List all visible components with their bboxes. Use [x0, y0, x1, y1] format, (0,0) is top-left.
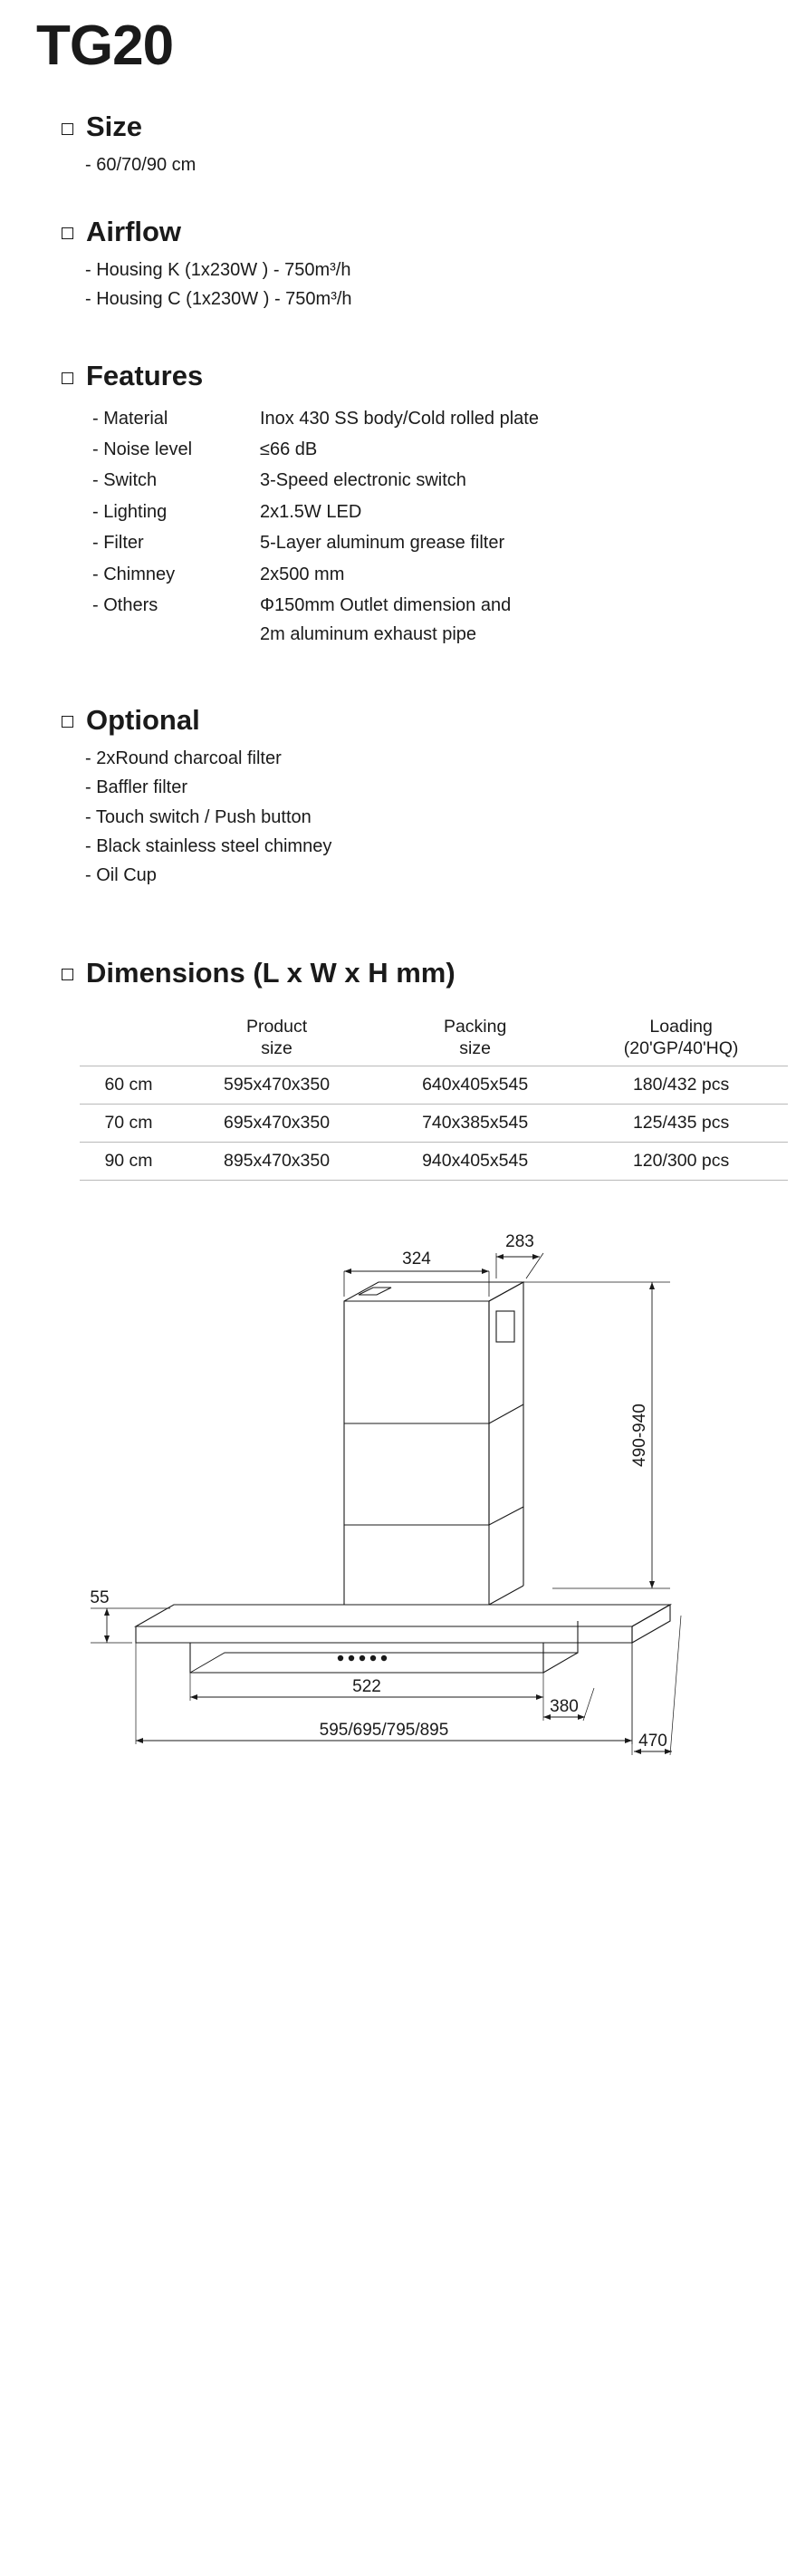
column-header-packing-size: [376, 1008, 574, 1066]
cell-product-size: 895x470x350: [223, 1151, 331, 1172]
canopy-front-face: [136, 1626, 632, 1643]
cell-product-size: 595x470x350: [223, 1075, 331, 1095]
feature-label: - Chimney: [92, 564, 176, 584]
list-item: - Housing C (1x230W ) - 750m³/h: [85, 289, 352, 310]
arrow-left: [136, 1738, 143, 1743]
airflow-list: [85, 256, 760, 314]
feature-label: - Switch: [92, 470, 158, 491]
cell-model: 90 cm: [104, 1151, 153, 1172]
arrow-right: [482, 1269, 489, 1274]
cell-packing-size: 640x405x545: [422, 1075, 529, 1095]
feature-label: - Lighting: [92, 501, 168, 522]
feature-value: 3-Speed electronic switch: [260, 470, 466, 491]
chimney-side-face: [489, 1282, 523, 1525]
label-height-range: 490-940: [630, 1404, 649, 1468]
feature-label: - Material: [92, 408, 168, 429]
section-header-size: [62, 111, 760, 142]
label-top-depth: 283: [505, 1232, 534, 1252]
arrow-left: [496, 1254, 503, 1259]
arrow-up: [104, 1608, 110, 1616]
cell-loading: 180/432 pcs: [632, 1075, 730, 1095]
list-item: - 2xRound charcoal filter: [85, 748, 282, 768]
dimensions-table-wrapper: [80, 1008, 788, 1182]
section-title-features: Features: [86, 360, 204, 392]
features-table: [92, 403, 539, 651]
arrow-down: [104, 1635, 110, 1643]
square-bullet-icon: [62, 716, 73, 728]
label-base-widths: 595/695/795/895: [319, 1721, 449, 1741]
header-line2: (20'GP/40'HQ): [623, 1037, 739, 1058]
chimney-base-bottom-side: [489, 1586, 523, 1605]
control-panel: [496, 1311, 514, 1342]
top-vent-detail: [359, 1288, 391, 1295]
size-list: [85, 150, 760, 179]
feature-value: 2x500 mm: [260, 564, 345, 584]
chimney-front-face: [344, 1301, 489, 1525]
feature-value: 5-Layer aluminum grease filter: [260, 533, 505, 554]
feature-value-line1: Φ150mm Outlet dimension and: [260, 594, 512, 615]
label-left-height: 55: [90, 1588, 110, 1608]
header-line1: Packing: [443, 1016, 507, 1037]
arrow-down: [649, 1581, 655, 1588]
recess-side: [543, 1621, 578, 1673]
feature-value-line2: 2m aluminum exhaust pipe: [260, 624, 477, 645]
arrow-left: [344, 1269, 351, 1274]
ext-line-380-right: [583, 1688, 594, 1721]
table-row: [92, 465, 539, 496]
square-bullet-icon: [62, 969, 73, 980]
table-row: [92, 497, 539, 527]
section-title-size: Size: [86, 111, 143, 143]
label-base-depth: 470: [638, 1732, 667, 1751]
section-optional: [36, 705, 760, 891]
label-base-inner: 522: [352, 1677, 381, 1697]
chimney-split-side: [489, 1404, 523, 1423]
page-title: TG20: [36, 14, 174, 77]
header-line1: Product: [245, 1016, 308, 1037]
header-line2: size: [261, 1037, 293, 1058]
list-item: - Housing K (1x230W ) - 750m³/h: [85, 259, 351, 280]
list-item: - Baffler filter: [85, 777, 187, 798]
arrow-right: [532, 1254, 540, 1259]
arrow-right: [625, 1738, 632, 1743]
section-dimensions: [36, 958, 760, 1182]
list-item: - Touch switch / Push button: [85, 806, 312, 827]
table-row: [92, 403, 539, 434]
cell-packing-size: 940x405x545: [422, 1151, 529, 1172]
feature-value: 2x1.5W LED: [260, 501, 362, 522]
table-row: [92, 434, 539, 465]
button-row: [338, 1655, 387, 1661]
cell-model: 60 cm: [104, 1075, 153, 1095]
feature-value: [260, 590, 539, 651]
section-title-airflow: Airflow: [86, 215, 182, 247]
cell-loading: 120/300 pcs: [632, 1151, 730, 1172]
column-header-model: [80, 1008, 177, 1066]
table-row: [92, 590, 539, 651]
canopy-top-face: [136, 1605, 670, 1626]
header-line1: Loading: [649, 1016, 713, 1037]
list-item: - 60/70/90 cm: [85, 155, 197, 176]
section-title-optional: Optional: [86, 703, 200, 736]
label-top-width: 324: [402, 1249, 431, 1269]
arrow-up: [649, 1282, 655, 1289]
range-hood-dimension-drawing: [36, 1217, 761, 1779]
canopy-side-face: [632, 1605, 670, 1643]
list-item: - Oil Cup: [85, 865, 157, 886]
recess-front: [190, 1643, 543, 1673]
label-base-depth-small: 380: [550, 1697, 579, 1717]
table-row: [92, 527, 539, 558]
technical-drawing: [36, 1217, 761, 1779]
square-bullet-icon: [62, 227, 73, 239]
section-airflow: [36, 217, 760, 314]
header-line2: size: [459, 1037, 491, 1058]
feature-value: ≤66 dB: [260, 439, 318, 459]
square-bullet-icon: [62, 123, 73, 135]
feature-value: Inox 430 SS body/Cold rolled plate: [260, 408, 539, 429]
section-header-dimensions: [62, 958, 760, 989]
section-size: [36, 111, 760, 179]
optional-list: [85, 744, 760, 891]
table-row: [80, 1143, 788, 1181]
spec-sheet-page: [0, 9, 796, 2576]
section-title-dimensions: Dimensions (L x W x H mm): [86, 956, 456, 989]
table-header-row: [80, 1008, 788, 1066]
ext-line-470-right: [670, 1616, 681, 1755]
cell-loading: 125/435 pcs: [632, 1113, 730, 1134]
square-bullet-icon: [62, 372, 73, 384]
feature-label: - Filter: [92, 533, 144, 554]
table-row: [92, 559, 539, 590]
feature-label: - Noise level: [92, 439, 193, 459]
column-header-product-size: [177, 1008, 376, 1066]
section-header-airflow: [62, 217, 760, 247]
cell-product-size: 695x470x350: [223, 1113, 331, 1134]
cell-packing-size: 740x385x545: [422, 1113, 529, 1134]
list-item: - Black stainless steel chimney: [85, 835, 332, 856]
section-header-optional: [62, 705, 760, 736]
cell-model: 70 cm: [104, 1113, 153, 1134]
section-header-features: [62, 361, 760, 391]
arrow-right: [536, 1694, 543, 1700]
section-features: [36, 361, 760, 650]
chimney-top-face: [344, 1282, 523, 1301]
feature-label: - Others: [92, 594, 158, 615]
dimensions-table: [80, 1008, 788, 1182]
table-row: [80, 1066, 788, 1105]
table-row: [80, 1105, 788, 1143]
arrow-left: [190, 1694, 197, 1700]
column-header-loading: [574, 1008, 788, 1066]
